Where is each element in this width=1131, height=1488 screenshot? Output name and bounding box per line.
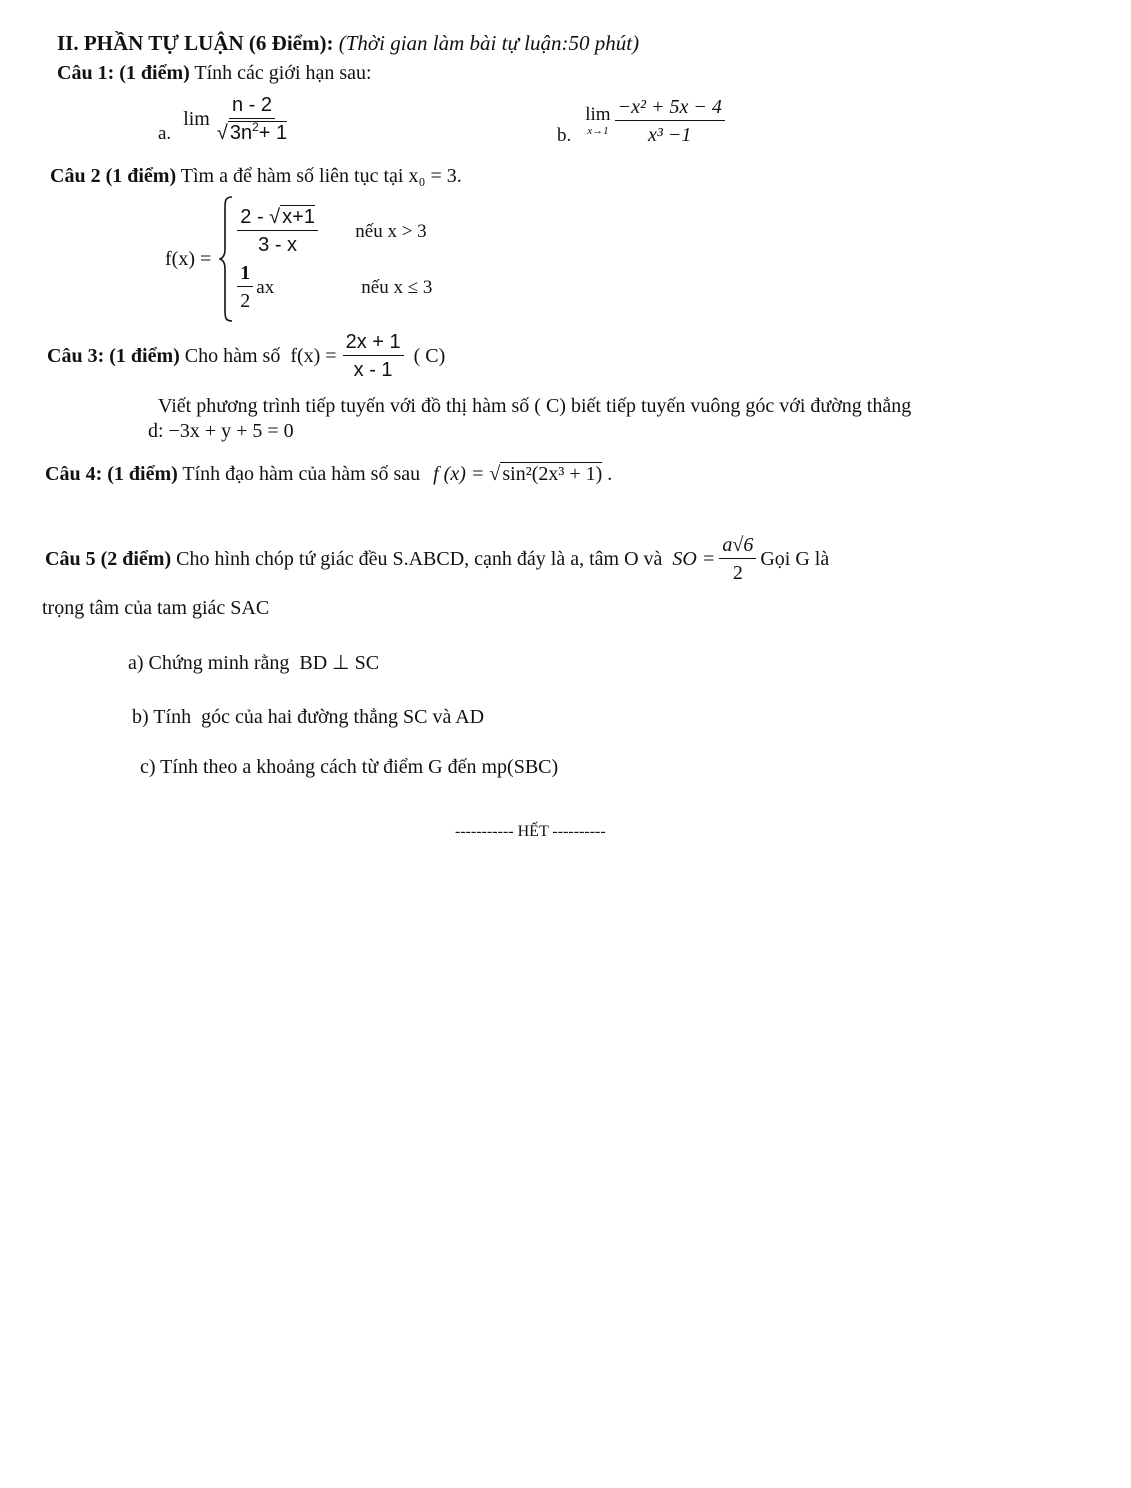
section-title: [57, 33, 639, 54]
q3-heading: [47, 332, 445, 380]
q2-case1-cond: nếu x > 3: [355, 220, 427, 242]
q5-label: Câu 5 (2 điểm): [45, 548, 172, 570]
q2-case2: [237, 263, 432, 311]
q1a-den-exp: 2: [252, 120, 259, 134]
q2-case1-den: 3 - x: [258, 234, 298, 256]
q1a-row: [158, 95, 290, 143]
q2-case1-fraction: $\frac{2 - √ x+1}{3 - x}$: [237, 207, 318, 255]
q3-line2: d: −3x + y + 5 = 0: [148, 420, 294, 442]
q5-so-den: 2: [732, 562, 743, 584]
q2-cases: [237, 207, 432, 311]
q1b-fraction: [615, 97, 725, 145]
q3-num: 2x + 1: [343, 332, 404, 356]
q2-case2-num: 1: [237, 263, 253, 287]
q1b-lim: lim: [585, 104, 611, 125]
q1a-denominator: √ $3n^2+ 1$: [216, 120, 288, 144]
q1b-lim-group: [585, 105, 610, 137]
q4-lhs: f (x) =: [433, 463, 490, 485]
q2-heading: [50, 166, 462, 186]
q1a-den-base: 3n: [229, 122, 253, 144]
q1a-numerator: n - 2: [229, 95, 275, 119]
q1-label: Câu 1: (1 điểm): [57, 62, 190, 84]
q5-line2: trọng tâm của tam giác SAC: [42, 597, 270, 619]
q2-case1-sqrt: x+1: [282, 206, 315, 228]
q3-label: Câu 3: (1 điểm): [47, 345, 180, 367]
q2-label: Câu 2 (1 điểm): [50, 165, 177, 187]
q2-fx: f(x) =: [165, 248, 212, 270]
q5-after: Gọi G là: [760, 548, 830, 570]
q2-case2-cond: nếu x ≤ 3: [361, 276, 433, 298]
q3-den: x - 1: [353, 359, 393, 381]
q2-case2-rest: ax: [256, 276, 275, 298]
q3-fraction: [343, 332, 404, 380]
q1b-numerator: −x² + 5x − 4: [615, 97, 725, 121]
q2-case2-fraction: [237, 263, 253, 311]
q3-curve: ( C): [413, 345, 446, 367]
q5-heading: [45, 535, 829, 583]
q3-text: Cho hàm số f(x) =: [184, 345, 337, 367]
q1b-row: [557, 97, 725, 145]
title-time: (Thời gian làm bài tự luận:50 phút): [338, 31, 640, 55]
q1b-marker: b.: [557, 125, 572, 146]
q1-heading: [57, 63, 372, 83]
q5-so: SO =: [672, 548, 716, 570]
q5-so-num: a√6: [719, 535, 756, 559]
q2-function: [165, 195, 432, 323]
q2-case1-num: 2 -: [240, 206, 270, 228]
q1a-den-rest: + 1: [258, 122, 288, 144]
q1a-marker: a.: [158, 123, 172, 144]
end-marker: ----------- HẾT ----------: [455, 823, 606, 840]
brace-icon: [219, 195, 233, 323]
q1-text: Tính các giới hạn sau:: [194, 62, 372, 84]
q4-label: Câu 4: (1 điểm): [45, 463, 178, 485]
q3-line1: Viết phương trình tiếp tuyến với đồ thị hàm số ( C) biết tiếp tuyến vuông góc với đường thẳng: [158, 395, 912, 417]
q1a-fraction: [214, 95, 290, 143]
q2-case2-den: 2: [240, 290, 251, 312]
q5-so-fraction: [719, 535, 756, 583]
q4-sqrt: sin²(2x³ + 1): [502, 463, 603, 485]
q5-part-a: a) Chứng minh rằng BD ⊥ SC: [128, 652, 380, 674]
q1a-lim: lim: [183, 108, 210, 130]
q5-part-c: c) Tính theo a khoảng cách từ điểm G đến mp(SBC): [140, 756, 559, 778]
q1b-denominator: x³ −1: [648, 124, 692, 146]
q2-case1: [237, 207, 432, 255]
q4-heading: Câu 4: (1 điểm) Tính đạo hàm của hàm số sau f (x) = √ sin²(2x³ + 1) .: [45, 463, 613, 485]
q1b-limit-sub: x→1: [587, 125, 609, 137]
q2-text: Tìm a để hàm số liên tục tại x₀ = 3.: [180, 165, 462, 187]
title-bold: II. PHẦN TỰ LUẬN (6 Điểm):: [57, 31, 334, 55]
q5-text: Cho hình chóp tứ giác đều S.ABCD, cạnh đáy là a, tâm O và: [176, 548, 663, 570]
q5-part-b: b) Tính góc của hai đường thẳng SC và AD: [132, 706, 485, 728]
q4-end: .: [607, 463, 613, 485]
q4-text: Tính đạo hàm của hàm số sau: [182, 463, 421, 485]
